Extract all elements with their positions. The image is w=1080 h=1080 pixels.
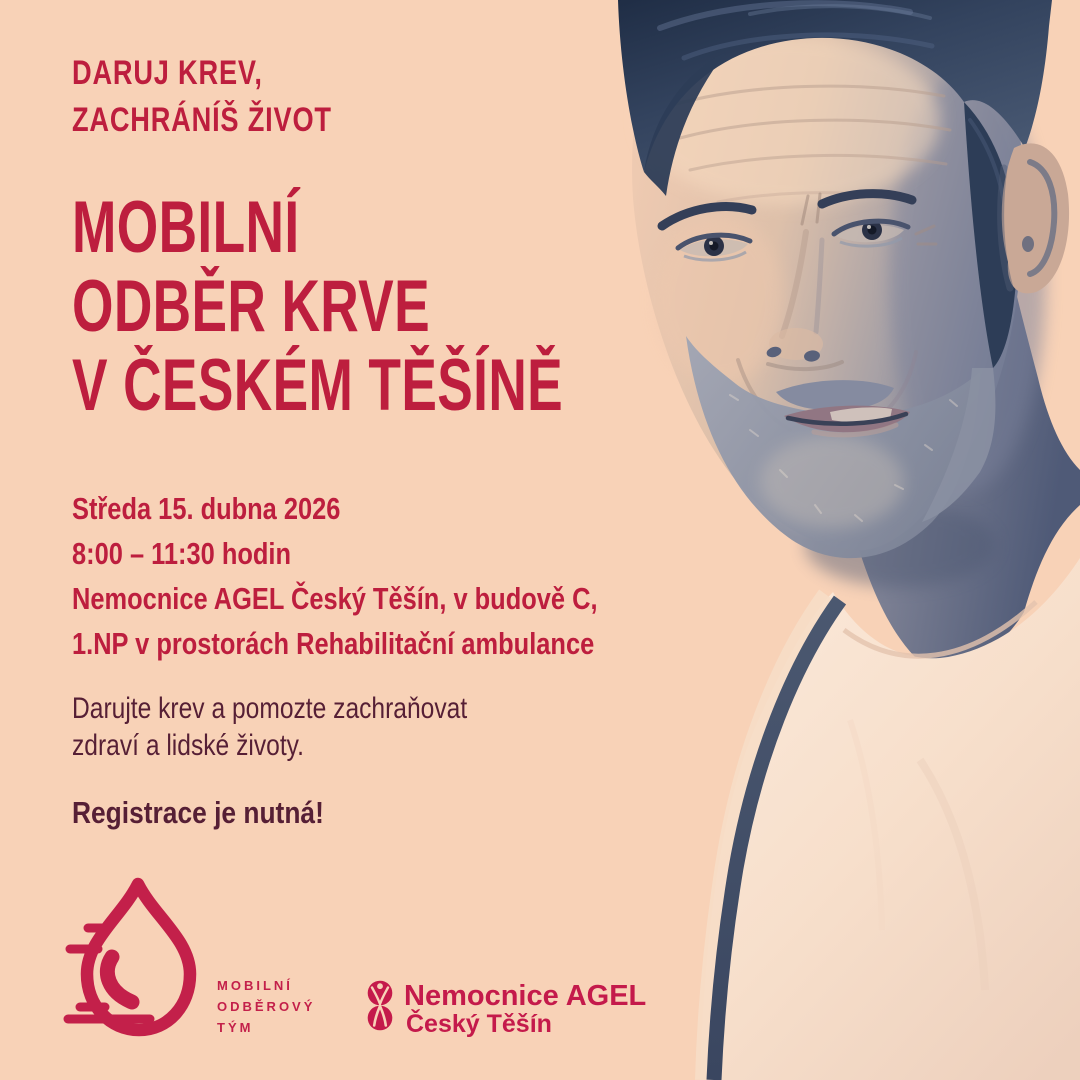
event-location-line1: Nemocnice AGEL Český Těšín, v budově C, (72, 581, 598, 616)
team-label-line3: TÝM (217, 1020, 254, 1035)
ear (1001, 143, 1069, 293)
headline-line2: ODBĚR KRVE (72, 266, 431, 347)
tagline-line1: DARUJ KREV, (72, 54, 263, 92)
headline-line3: V ČESKÉM TĚŠÍNĚ (72, 345, 564, 426)
event-date: Středa 15. dubna 2026 (72, 491, 341, 526)
portrait-tshirt (700, 558, 1080, 1080)
event-time: 8:00 – 11:30 hodin (72, 536, 291, 571)
tagline-line2: ZACHRÁNÍŠ ŽIVOT (72, 101, 332, 139)
event-location-line2: 1.NP v prostorách Rehabilitační ambulance (72, 626, 595, 661)
message (72, 690, 554, 764)
message-line1: Darujte krev a pomozte zachraňovat (72, 692, 468, 725)
headline (72, 188, 745, 425)
team-logo-label (217, 975, 315, 1038)
hospital-logo (404, 981, 646, 1038)
message-line2: zdraví a lidské životy. (72, 729, 304, 762)
drop-inner-hook (107, 957, 132, 1002)
blood-drop-icon (58, 876, 198, 1040)
team-label-line1: MOBILNÍ (217, 978, 293, 993)
hospital-city: Český Těšín (406, 1010, 552, 1038)
hospital-name: Nemocnice AGEL (404, 980, 647, 1012)
tagline (72, 50, 397, 144)
event-details (72, 486, 713, 666)
registration-note (72, 795, 368, 831)
agel-figure-icon (366, 979, 394, 1033)
headline-line1: MOBILNÍ (72, 187, 300, 268)
team-label-line2: ODBĚROVÝ (217, 999, 316, 1014)
registration-note-text: Registrace je nutná! (72, 795, 324, 830)
